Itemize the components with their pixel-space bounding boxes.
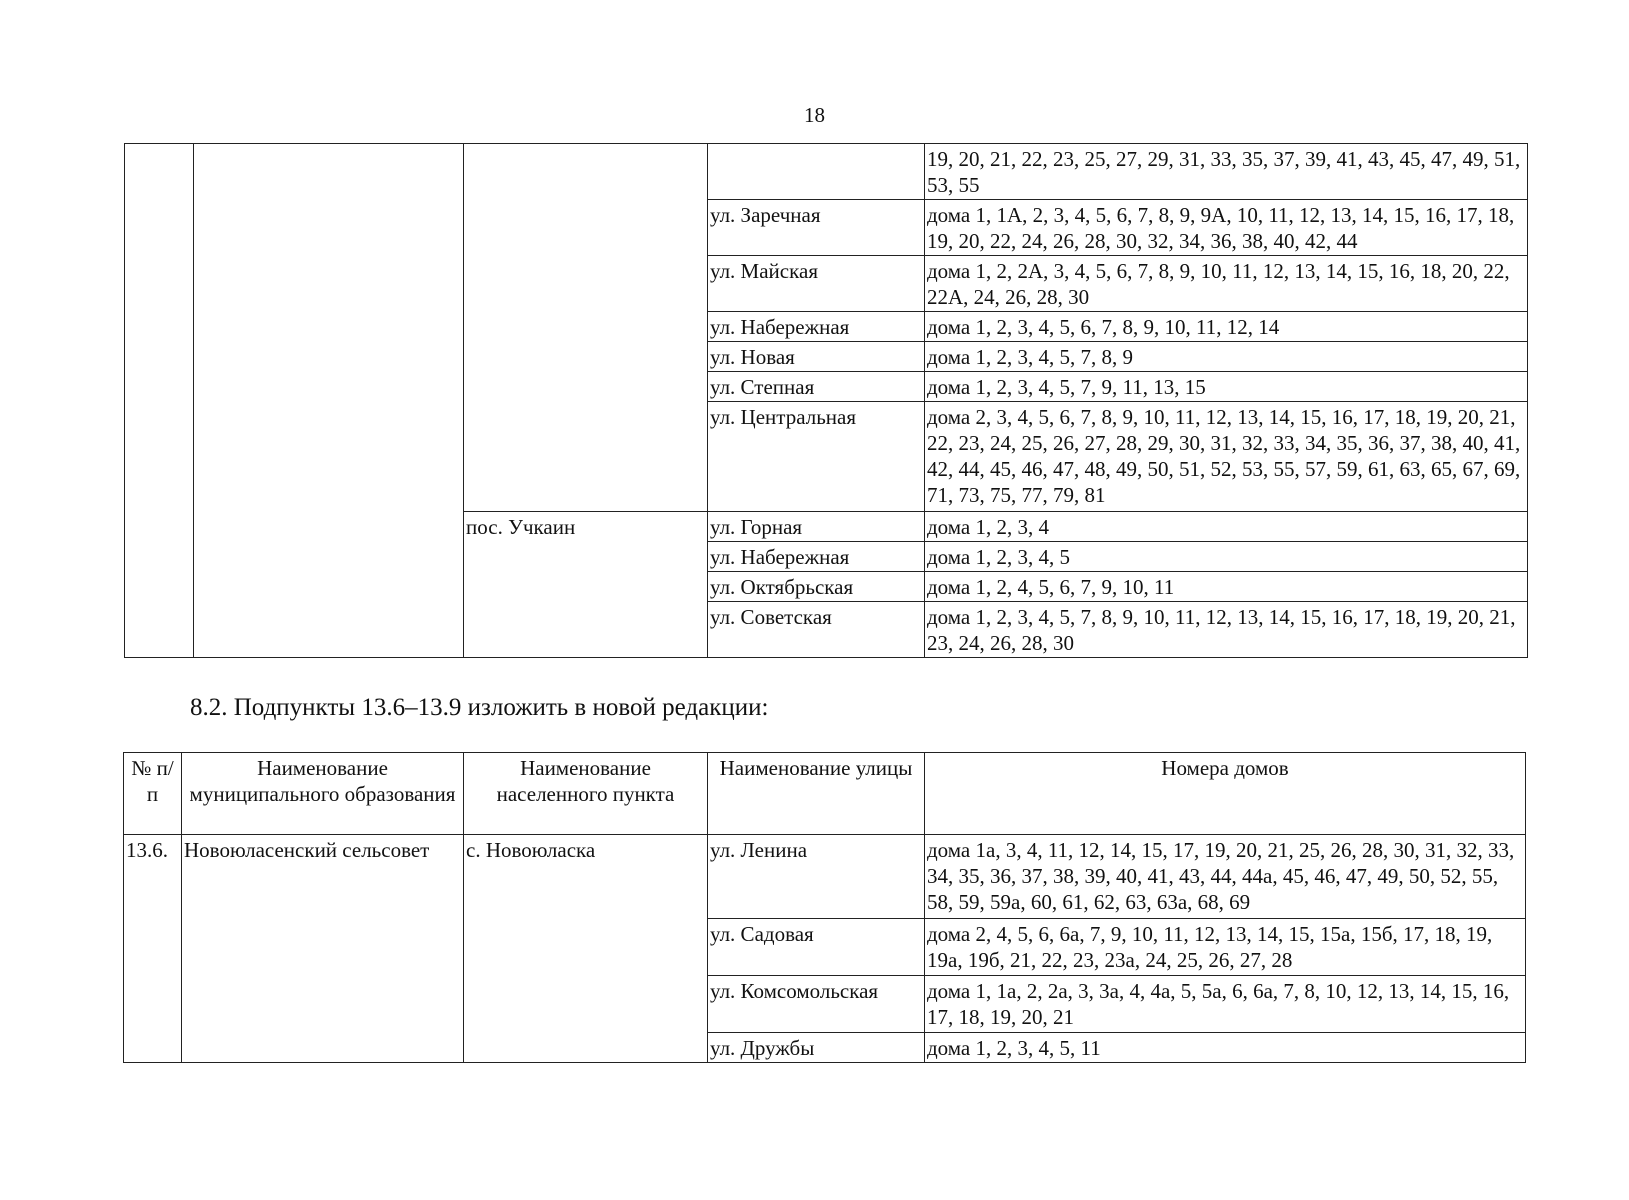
table-header-row — [124, 753, 1526, 835]
street-cell: ул. Октябрьская — [708, 572, 925, 602]
street-cell: ул. Новая — [708, 342, 925, 372]
street-cell: ул. Набережная — [708, 542, 925, 572]
section-heading: 8.2. Подпункты 13.6–13.9 изложить в новой редакции: — [190, 694, 769, 721]
addresses-table-continued — [124, 143, 1528, 658]
houses-cell: дома 1, 2, 3, 4, 5, 11 — [925, 1033, 1526, 1063]
table-row — [124, 835, 1526, 919]
header-locality: Наименование населенного пункта — [464, 753, 708, 835]
locality-cell — [464, 144, 708, 512]
houses-cell: дома 2, 4, 5, 6, 6а, 7, 9, 10, 11, 12, 13, 14, 15, 15а, 15б, 17, 18, 19, 19а, 19б, 21, 22, 23, 23а, 24, 25, 26, 27, 28 — [925, 919, 1526, 976]
houses-cell: дома 1, 2, 4, 5, 6, 7, 9, 10, 11 — [925, 572, 1528, 602]
addresses-table-new — [123, 752, 1526, 1063]
houses-cell: дома 1, 2, 3, 4, 5, 7, 9, 11, 13, 15 — [925, 372, 1528, 402]
header-street: Наименование улицы — [708, 753, 925, 835]
street-cell: ул. Комсомольская — [708, 976, 925, 1033]
num-cell: 13.6. — [124, 835, 182, 1063]
header-municipality: Наименование муниципального образования — [182, 753, 464, 835]
houses-cell: 19, 20, 21, 22, 23, 25, 27, 29, 31, 33, 35, 37, 39, 41, 43, 45, 47, 49, 51, 53, 55 — [925, 144, 1528, 200]
houses-cell: дома 1а, 3, 4, 11, 12, 14, 15, 17, 19, 20, 21, 25, 26, 28, 30, 31, 32, 33, 34, 35, 36, 37, 38, 39, 40, 41, 43, 44, 44а, 45, 46, 47, 49, 50, 52, 55, 58, 59, 59а, 60, 61, 62, 63, 63а, 68, 69 — [925, 835, 1526, 919]
table-row — [125, 144, 1528, 200]
street-cell: ул. Майская — [708, 256, 925, 312]
street-cell: ул. Центральная — [708, 402, 925, 512]
street-cell: ул. Набережная — [708, 312, 925, 342]
street-cell: ул. Садовая — [708, 919, 925, 976]
houses-cell: дома 1, 2, 3, 4, 5, 6, 7, 8, 9, 10, 11, 12, 14 — [925, 312, 1528, 342]
houses-cell: дома 1, 2, 3, 4, 5, 7, 8, 9, 10, 11, 12, 13, 14, 15, 16, 17, 18, 19, 20, 21, 23, 24, 26, 28, 30 — [925, 602, 1528, 658]
street-cell: ул. Степная — [708, 372, 925, 402]
page-number: 18 — [804, 103, 825, 127]
municipality-cell: Новоюласенский сельсовет — [182, 835, 464, 1063]
street-cell: ул. Советская — [708, 602, 925, 658]
houses-cell: дома 1, 2, 2А, 3, 4, 5, 6, 7, 8, 9, 10, 11, 12, 13, 14, 15, 16, 18, 20, 22, 22А, 24, 26, 28, 30 — [925, 256, 1528, 312]
houses-cell: дома 1, 1А, 2, 3, 4, 5, 6, 7, 8, 9, 9А, 10, 11, 12, 13, 14, 15, 16, 17, 18, 19, 20, 22, 24, 26, 28, 30, 32, 34, 36, 38, 40, 42, 44 — [925, 200, 1528, 256]
houses-cell: дома 2, 3, 4, 5, 6, 7, 8, 9, 10, 11, 12, 13, 14, 15, 16, 17, 18, 19, 20, 21, 22, 23, 24, 25, 26, 27, 28, 29, 30, 31, 32, 33, 34, 35, 36, 37, 38, 40, 41, 42, 44, 45, 46, 47, 48, 49, 50, 51, 52, 53, 55, 57, 59, 61, 63, 65, 67, 69, 71, 73, 75, 77, 79, 81 — [925, 402, 1528, 512]
houses-cell: дома 1, 1а, 2, 2а, 3, 3а, 4, 4а, 5, 5а, 6, 6а, 7, 8, 10, 12, 13, 14, 15, 16, 17, 18, 19, 20, 21 — [925, 976, 1526, 1033]
houses-cell: дома 1, 2, 3, 4, 5, 7, 8, 9 — [925, 342, 1528, 372]
header-houses: Номера домов — [925, 753, 1526, 835]
street-cell: ул. Дружбы — [708, 1033, 925, 1063]
num-cell — [125, 144, 194, 658]
street-cell: ул. Горная — [708, 512, 925, 542]
street-cell: ул. Заречная — [708, 200, 925, 256]
header-num: № п/п — [124, 753, 182, 835]
municipality-cell — [194, 144, 464, 658]
locality-cell: с. Новоюласка — [464, 835, 708, 1063]
houses-cell: дома 1, 2, 3, 4, 5 — [925, 542, 1528, 572]
houses-cell: дома 1, 2, 3, 4 — [925, 512, 1528, 542]
street-cell: ул. Ленина — [708, 835, 925, 919]
street-cell — [708, 144, 925, 200]
locality-cell: пос. Учкаин — [464, 512, 708, 658]
